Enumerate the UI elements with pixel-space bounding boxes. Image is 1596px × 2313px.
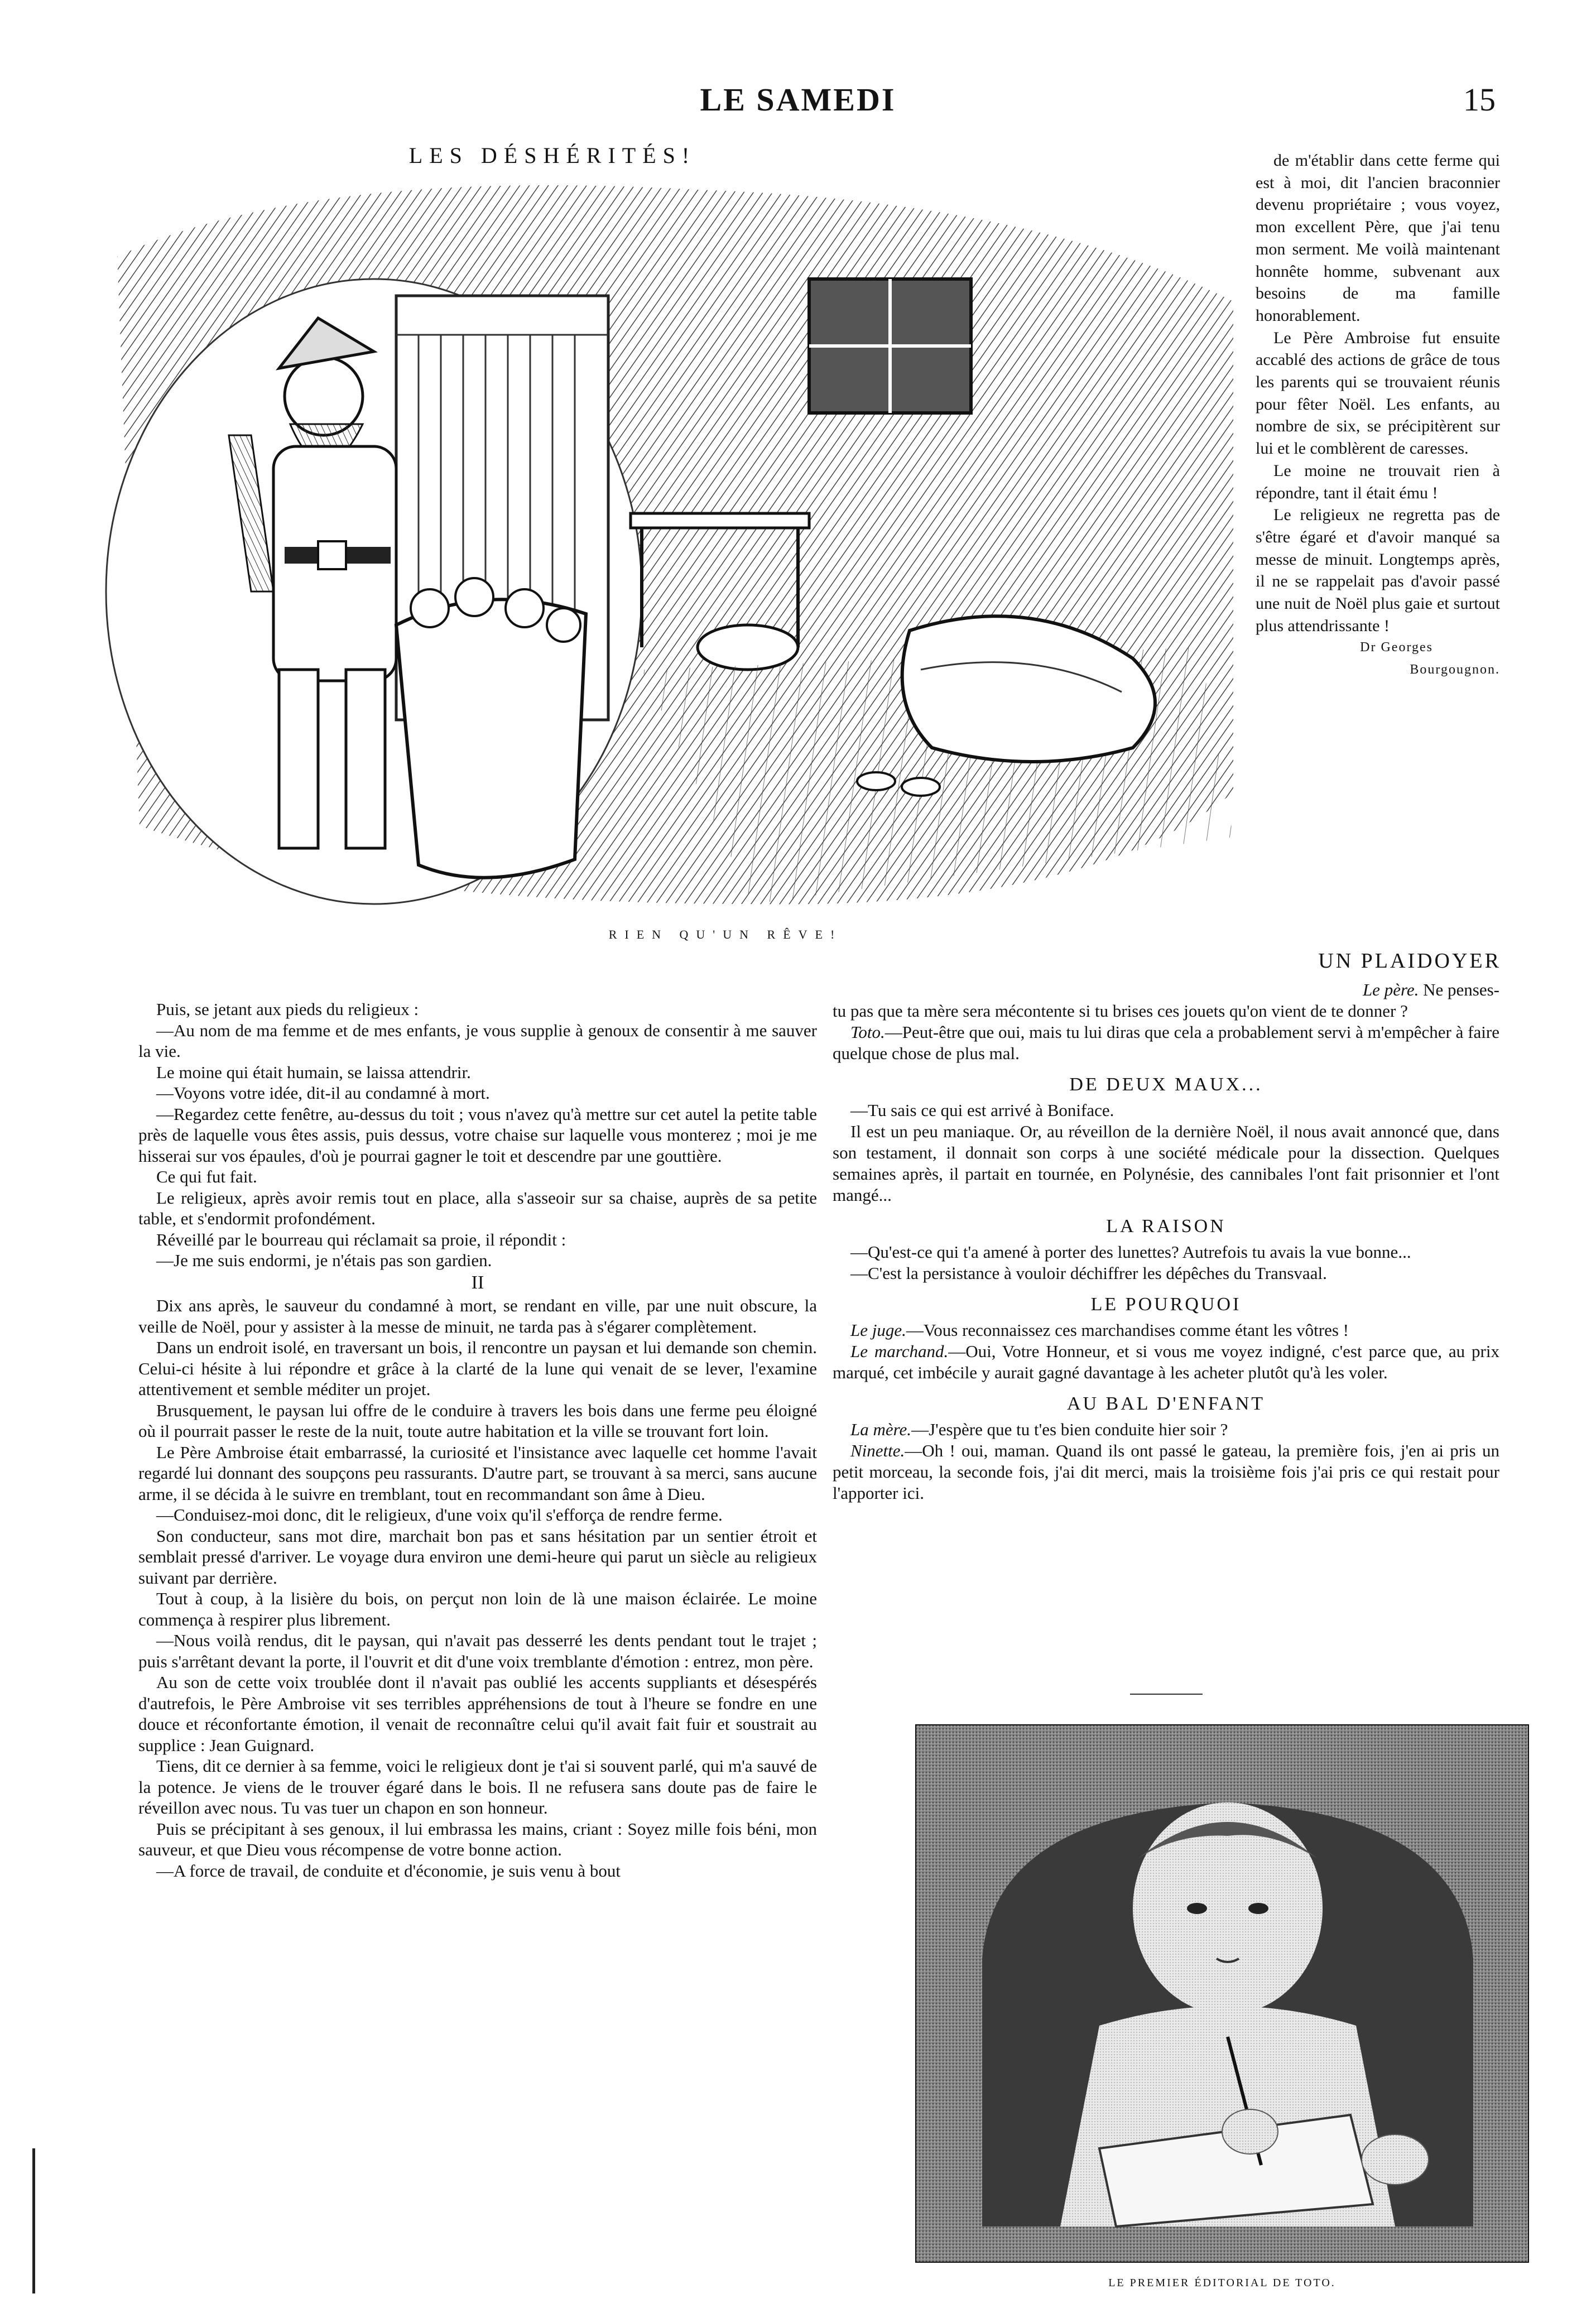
story-paragraph: Puis, se jetant aux pieds du religieux : (156, 999, 419, 1019)
pourquoi-text: —Vous reconnaissez ces marchandises comme étant les vôtres ! (906, 1320, 1349, 1340)
story-paragraph: Dix ans après, le sauveur du condamné à mort, se rendant en ville, par une nuit obscure, la veille de Noël, pour y assister à la messe de minuit, ne tarda pas à s'égarer complètement. (138, 1296, 817, 1336)
story-paragraph: —Regardez cette fenêtre, au-dessus du toit ; vous n'avez qu'à mettre sur cet autel la petite table près de laquelle vous êtes assis, puis dessus, votre chaise sur laquelle vous monterez ; moi je me hisserai sur vos épaules, d'où je pourrai gagner le toit et descendre par une gouttière. (138, 1104, 817, 1166)
child-photo (915, 1724, 1529, 2263)
bal-speaker: Ninette. (850, 1441, 905, 1460)
plaidoyer-reply (833, 1022, 1499, 1064)
margin-rule (32, 2148, 35, 2293)
side-paragraph: de m'établir dans cette ferme qui est à moi, dit l'ancien braconnier devenu propriétaire ; vous voyez, mon excellent Père, que j'ai tenu mon serment. Me voilà maintenant honnête homme, subvenant aux besoins de ma famille honorablement. (1256, 151, 1500, 325)
bal-text: —Oh ! oui, maman. Quand ils ont passé le gateau, la première fois, j'en ai pris un petit morceau, la seconde fois, j'ai dit merci, mais la troisième fois j'ai pris ce qui restait pour l'apporter ici. (833, 1441, 1499, 1503)
jokes-column (833, 979, 1499, 1504)
raison-title: LA RAISON (1106, 1216, 1226, 1237)
raison-paragraph: —Qu'est-ce qui t'a amené à porter des lunettes? Autrefois tu avais la vue bonne... (850, 1242, 1411, 1262)
story-paragraph: Puis se précipitant à ses genoux, il lui embrassa les mains, criant : Soyez mille fois béni, mon sauveur, et que Dieu vous récompense de votre bonne action. (138, 1819, 817, 1859)
masthead-title: LE SAMEDI (700, 81, 896, 118)
deux-maux-paragraph: —Tu sais ce qui est arrivé à Boniface. (850, 1100, 1114, 1120)
story-paragraph: Ce qui fut fait. (156, 1167, 257, 1186)
side-paragraph: Le Père Ambroise fut ensuite accablé des actions de grâce de tous les parents qui se trouvaient réunis pour fêter Noël. Les enfants, au nombre de six, se précipitèrent sur lui et le comblèrent de caresses. (1256, 328, 1500, 458)
chapter-heading: II (471, 1272, 484, 1293)
story-column (138, 999, 817, 1881)
plaidoyer-reply-speaker: Toto. (850, 1022, 885, 1042)
plaidoyer-start: Ne penses- (1423, 980, 1499, 999)
deux-maux-paragraph: Il est un peu maniaque. Or, au réveillon de la dernière Noël, il nous avait annoncé que, dans son testament, il donnait son corps à une société médicale pour la dissection. Quelques semaines après, il partait en tournée, en Polynésie, des cannibales l'ont fait prisonnier et l'ont mangé... (833, 1122, 1499, 1205)
side-column (1256, 150, 1500, 681)
story-paragraph: Réveillé par le bourreau qui réclamait sa proie, il répondit : (156, 1229, 566, 1249)
side-paragraph: Le religieux ne regretta pas de s'être égaré et d'avoir manqué sa messe de minuit. Longtemps après, il ne se rappelait pas d'avoir passé une nuit de Noël plus gaie et surtout plus attendrissante ! (1256, 506, 1500, 635)
plaidoyer-speaker: Le père. (1362, 980, 1419, 999)
signature-line-2: Bourgougnon. (1410, 662, 1500, 677)
story-paragraph: Dans un endroit isolé, en traversant un bois, il rencontre un paysan et lui demande son chemin. Celui-ci hésite à lui répondre et grâce à la clarté de la lune qui venait de se lever, l'examine attentivement et semble méditer un projet. (138, 1338, 817, 1399)
story-paragraph: —Je me suis endormi, je n'étais pas son gardien. (156, 1251, 492, 1270)
section-divider (1130, 1694, 1203, 1695)
story-paragraph: Tiens, dit ce dernier à sa femme, voici le religieux dont je t'ai si souvent parlé, qui m'a sauvé de la potence. Je viens de le trouver égaré dans le bois. Il ne refusera sans doute pas de faire le réveillon avec nous. Tu vas tuer un chapon en son honneur. (138, 1756, 817, 1817)
side-paragraph: Le moine ne trouvait rien à répondre, tant il était ému ! (1256, 461, 1500, 502)
raison-paragraph: —C'est la persistance à vouloir déchiffrer les dépêches du Transvaal. (850, 1263, 1327, 1283)
plaidoyer-continuation: tu pas que ta mère sera mécontente si tu brises ces jouets qu'on vient de te donner ? (833, 1001, 1408, 1021)
christmas-illustration (84, 167, 1244, 921)
story-paragraph: Au son de cette voix troublée dont il n'avait pas oublié les accents suppliants et désespérés d'autrefois, le Père Ambroise vit ses terribles appréhensions de tout à l'heure se fondre en une douce et réconfortante émotion, il venait de reconnaître celui qu'il avait fait fuir et soustrait au supplice : Jean Guignard. (138, 1672, 817, 1755)
signature-line-1: Dr Georges (1360, 640, 1433, 655)
bal-text: —J'espère que tu t'es bien conduite hier soir ? (911, 1420, 1228, 1439)
bal-speaker: La mère. (850, 1420, 912, 1439)
illustration-title: LES DÉSHÉRITÉS! (408, 143, 696, 168)
story-paragraph: Son conducteur, sans mot dire, marchait bon pas et sans hésitation par un sentier étroit et semblait pressé d'arriver. Le voyage dura environ une demi-heure qui parut un siècle au religieux suivant par derrière. (138, 1526, 817, 1588)
pourquoi-speaker: Le marchand. (850, 1341, 949, 1361)
story-paragraph: —A force de travail, de conduite et d'économie, je suis venu à bout (156, 1860, 621, 1881)
story-paragraph: —Au nom de ma femme et de mes enfants, je vous supplie à genoux de consentir à me sauver la vie. (138, 1020, 817, 1061)
story-paragraph: —Conduisez-moi donc, dit le religieux, d'une voix qu'il s'efforça de rendre ferme. (156, 1505, 723, 1525)
plaidoyer-reply-text: —Peut-être que oui, mais tu lui diras que cela a probablement servi à m'empêcher à faire quelque chose de plus mal. (833, 1022, 1499, 1063)
pourquoi-line (833, 1341, 1499, 1383)
illustration-caption: RIEN QU'UN RÊVE! (608, 927, 843, 941)
story-paragraph: Le religieux, après avoir remis tout en place, alla s'asseoir sur sa chaise, auprès de sa petite table, et s'endormit profondément. (138, 1187, 817, 1228)
story-paragraph: Brusquement, le paysan lui offre de le conduire à travers les bois dans une ferme peu éloigné où il pourrait passer le reste de la nuit, toute autre habitation et la ville se trouvant fort loin. (138, 1400, 817, 1441)
photo-caption: LE PREMIER ÉDITORIAL DE TOTO. (1108, 2277, 1336, 2289)
pourquoi-line (833, 1320, 1499, 1341)
page-number: 15 (1463, 81, 1496, 118)
deux-maux-title: DE DEUX MAUX... (1069, 1074, 1263, 1095)
bal-line (833, 1419, 1499, 1440)
plaidoyer-opening (833, 979, 1499, 1001)
story-paragraph: Tout à coup, à la lisière du bois, on perçut non loin de là une maison éclairée. Le moine commença à respirer plus librement. (138, 1589, 817, 1629)
bal-line (833, 1440, 1499, 1504)
story-paragraph: —Voyons votre idée, dit-il au condamné à mort. (156, 1083, 490, 1103)
pourquoi-speaker: Le juge. (850, 1320, 906, 1340)
plaidoyer-title: UN PLAIDOYER (1318, 949, 1501, 973)
pourquoi-title: LE POURQUOI (1090, 1294, 1242, 1315)
pourquoi-text: —Oui, Votre Honneur, et si vous me voyez indigné, c'est parce que, au prix marqué, cet imbécile y aurait gagné davantage à les acheter plutôt qu'à les voler. (833, 1341, 1499, 1382)
bal-title: AU BAL D'ENFANT (1066, 1393, 1266, 1414)
story-paragraph: Le Père Ambroise était embarrassé, la curiosité et l'insistance avec laquelle cet homme l'avait regardé lui donnant des soupçons peu rassurants. D'autre part, se trouvant à sa merci, sans aucune arme, il se décida à le suivre en tremblant, tout en recommandant son âme à Dieu. (138, 1442, 817, 1504)
author-signature (1256, 637, 1500, 681)
story-paragraph: Le moine qui était humain, se laissa attendrir. (156, 1062, 471, 1082)
story-paragraph: —Nous voilà rendus, dit le paysan, qui n'avait pas desserré les dents pendant tout le trajet ; puis s'arrêtant devant la porte, il l'ouvrit et dit d'une voix tremblante d'émotion : entrez, mon père. (138, 1631, 817, 1671)
